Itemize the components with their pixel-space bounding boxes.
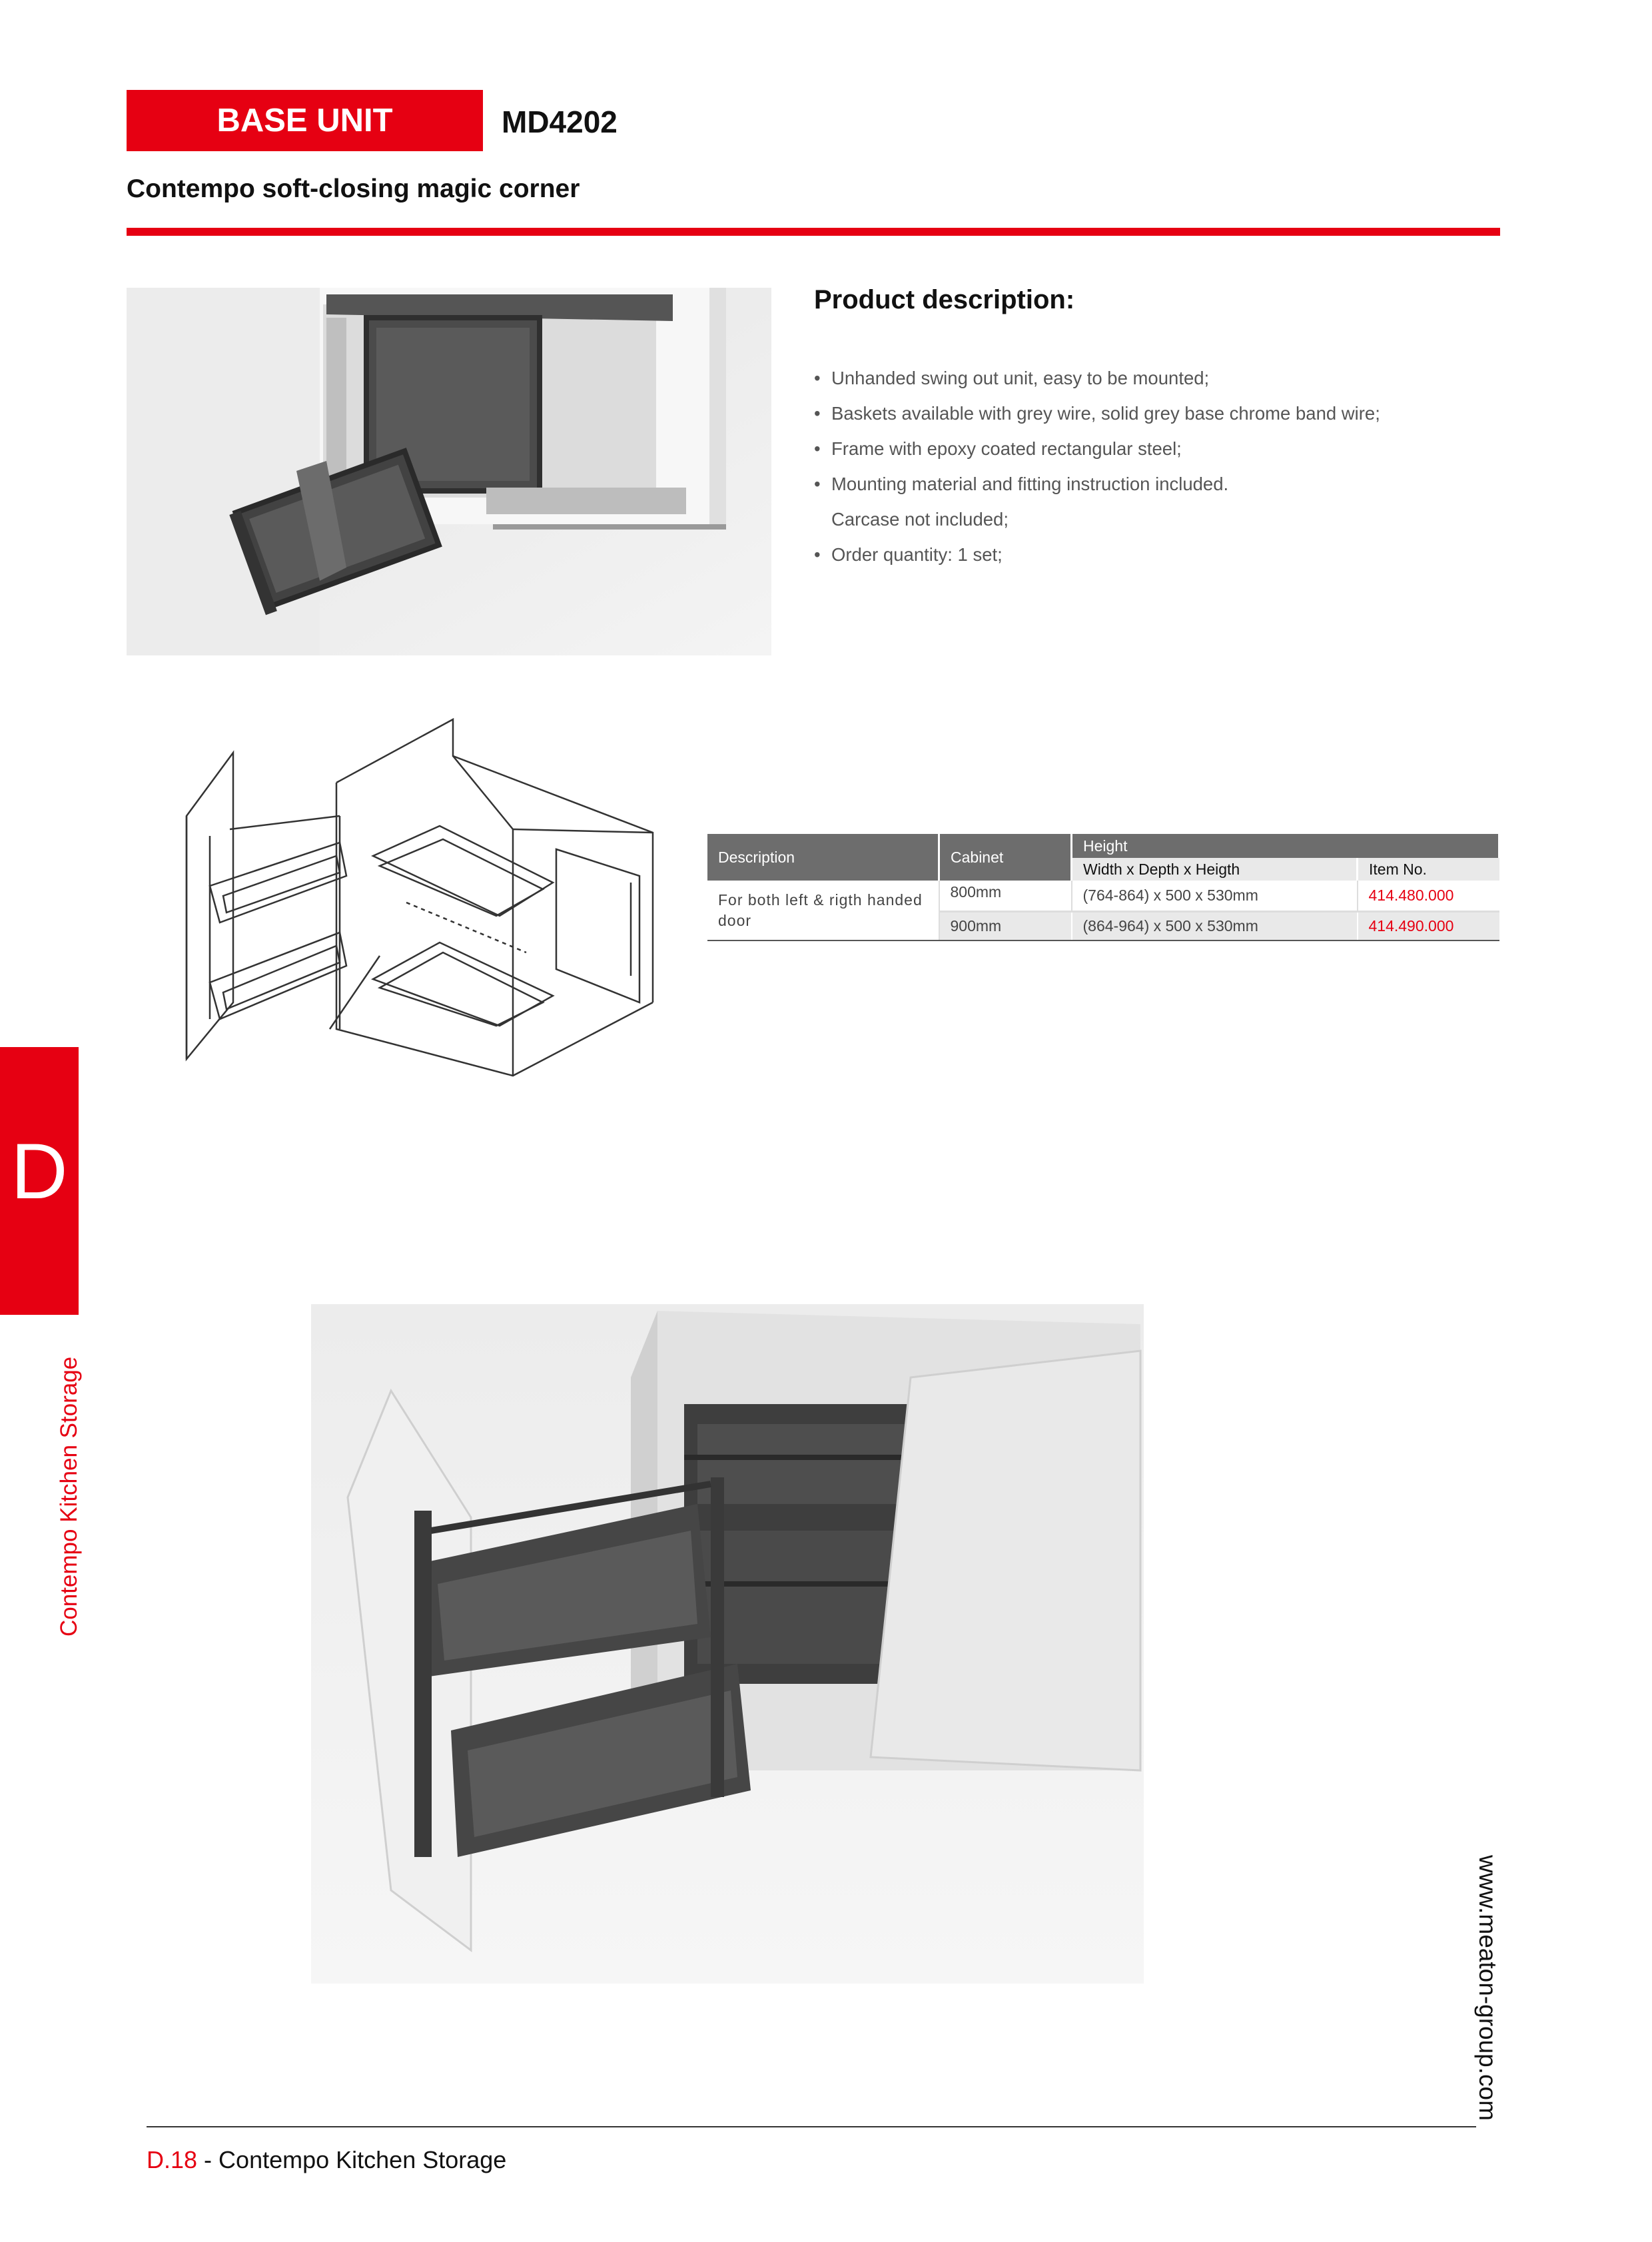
- website-link[interactable]: www.meaton-group.com: [1474, 1855, 1501, 2121]
- footer-divider: [147, 2126, 1476, 2127]
- section-label: Contempo Kitchen Storage: [56, 1356, 82, 1637]
- footer-separator: -: [197, 2146, 219, 2173]
- header-dimensions: Width x Depth x Heigth: [1072, 858, 1358, 881]
- list-item: Carcase not included;: [831, 509, 1009, 530]
- table-cell: 800mm: [939, 881, 1072, 911]
- description-title: Product description:: [814, 285, 1075, 314]
- header-description: Description: [707, 834, 939, 881]
- description-list: [814, 365, 1480, 577]
- header-cabinet: Cabinet: [939, 834, 1072, 881]
- table-cell: (864-964) x 500 x 530mm: [1072, 911, 1358, 940]
- item-number: 414.480.000: [1358, 881, 1499, 911]
- spec-table: [707, 834, 1500, 941]
- list-item: • Unhanded swing out unit, easy to be mounted;: [814, 368, 1210, 388]
- item-number: 414.490.000: [1358, 911, 1499, 940]
- list-item: • Frame with epoxy coated rectangular steel;: [814, 438, 1182, 459]
- description-cell: For both left & rigth handed door: [707, 881, 939, 940]
- product-perspective-image: [311, 1304, 1144, 1984]
- product-top-view-image: [127, 288, 771, 655]
- table-cell: (764-864) x 500 x 530mm: [1072, 881, 1358, 911]
- product-line-drawing: [180, 716, 659, 1089]
- page-footer: [147, 2146, 506, 2174]
- header-item-no: Item No.: [1358, 858, 1499, 881]
- header-divider: [127, 228, 1500, 236]
- product-subtitle: Contempo soft-closing magic corner: [127, 175, 580, 203]
- footer-section: Contempo Kitchen Storage: [218, 2146, 507, 2173]
- page-number: D.18: [147, 2146, 198, 2173]
- header-height: Height: [1072, 834, 1499, 858]
- table-cell: 900mm: [939, 911, 1072, 940]
- category-badge: [127, 90, 483, 151]
- model-number: MD4202: [502, 105, 618, 139]
- list-item: • Order quantity: 1 set;: [814, 544, 1003, 565]
- section-letter: D: [11, 1128, 68, 1216]
- category-label: BASE UNIT: [216, 103, 393, 139]
- list-item: • Baskets available with grey wire, solid grey base chrome band wire;: [814, 403, 1380, 424]
- list-item: • Mounting material and fitting instruction included.: [814, 474, 1229, 494]
